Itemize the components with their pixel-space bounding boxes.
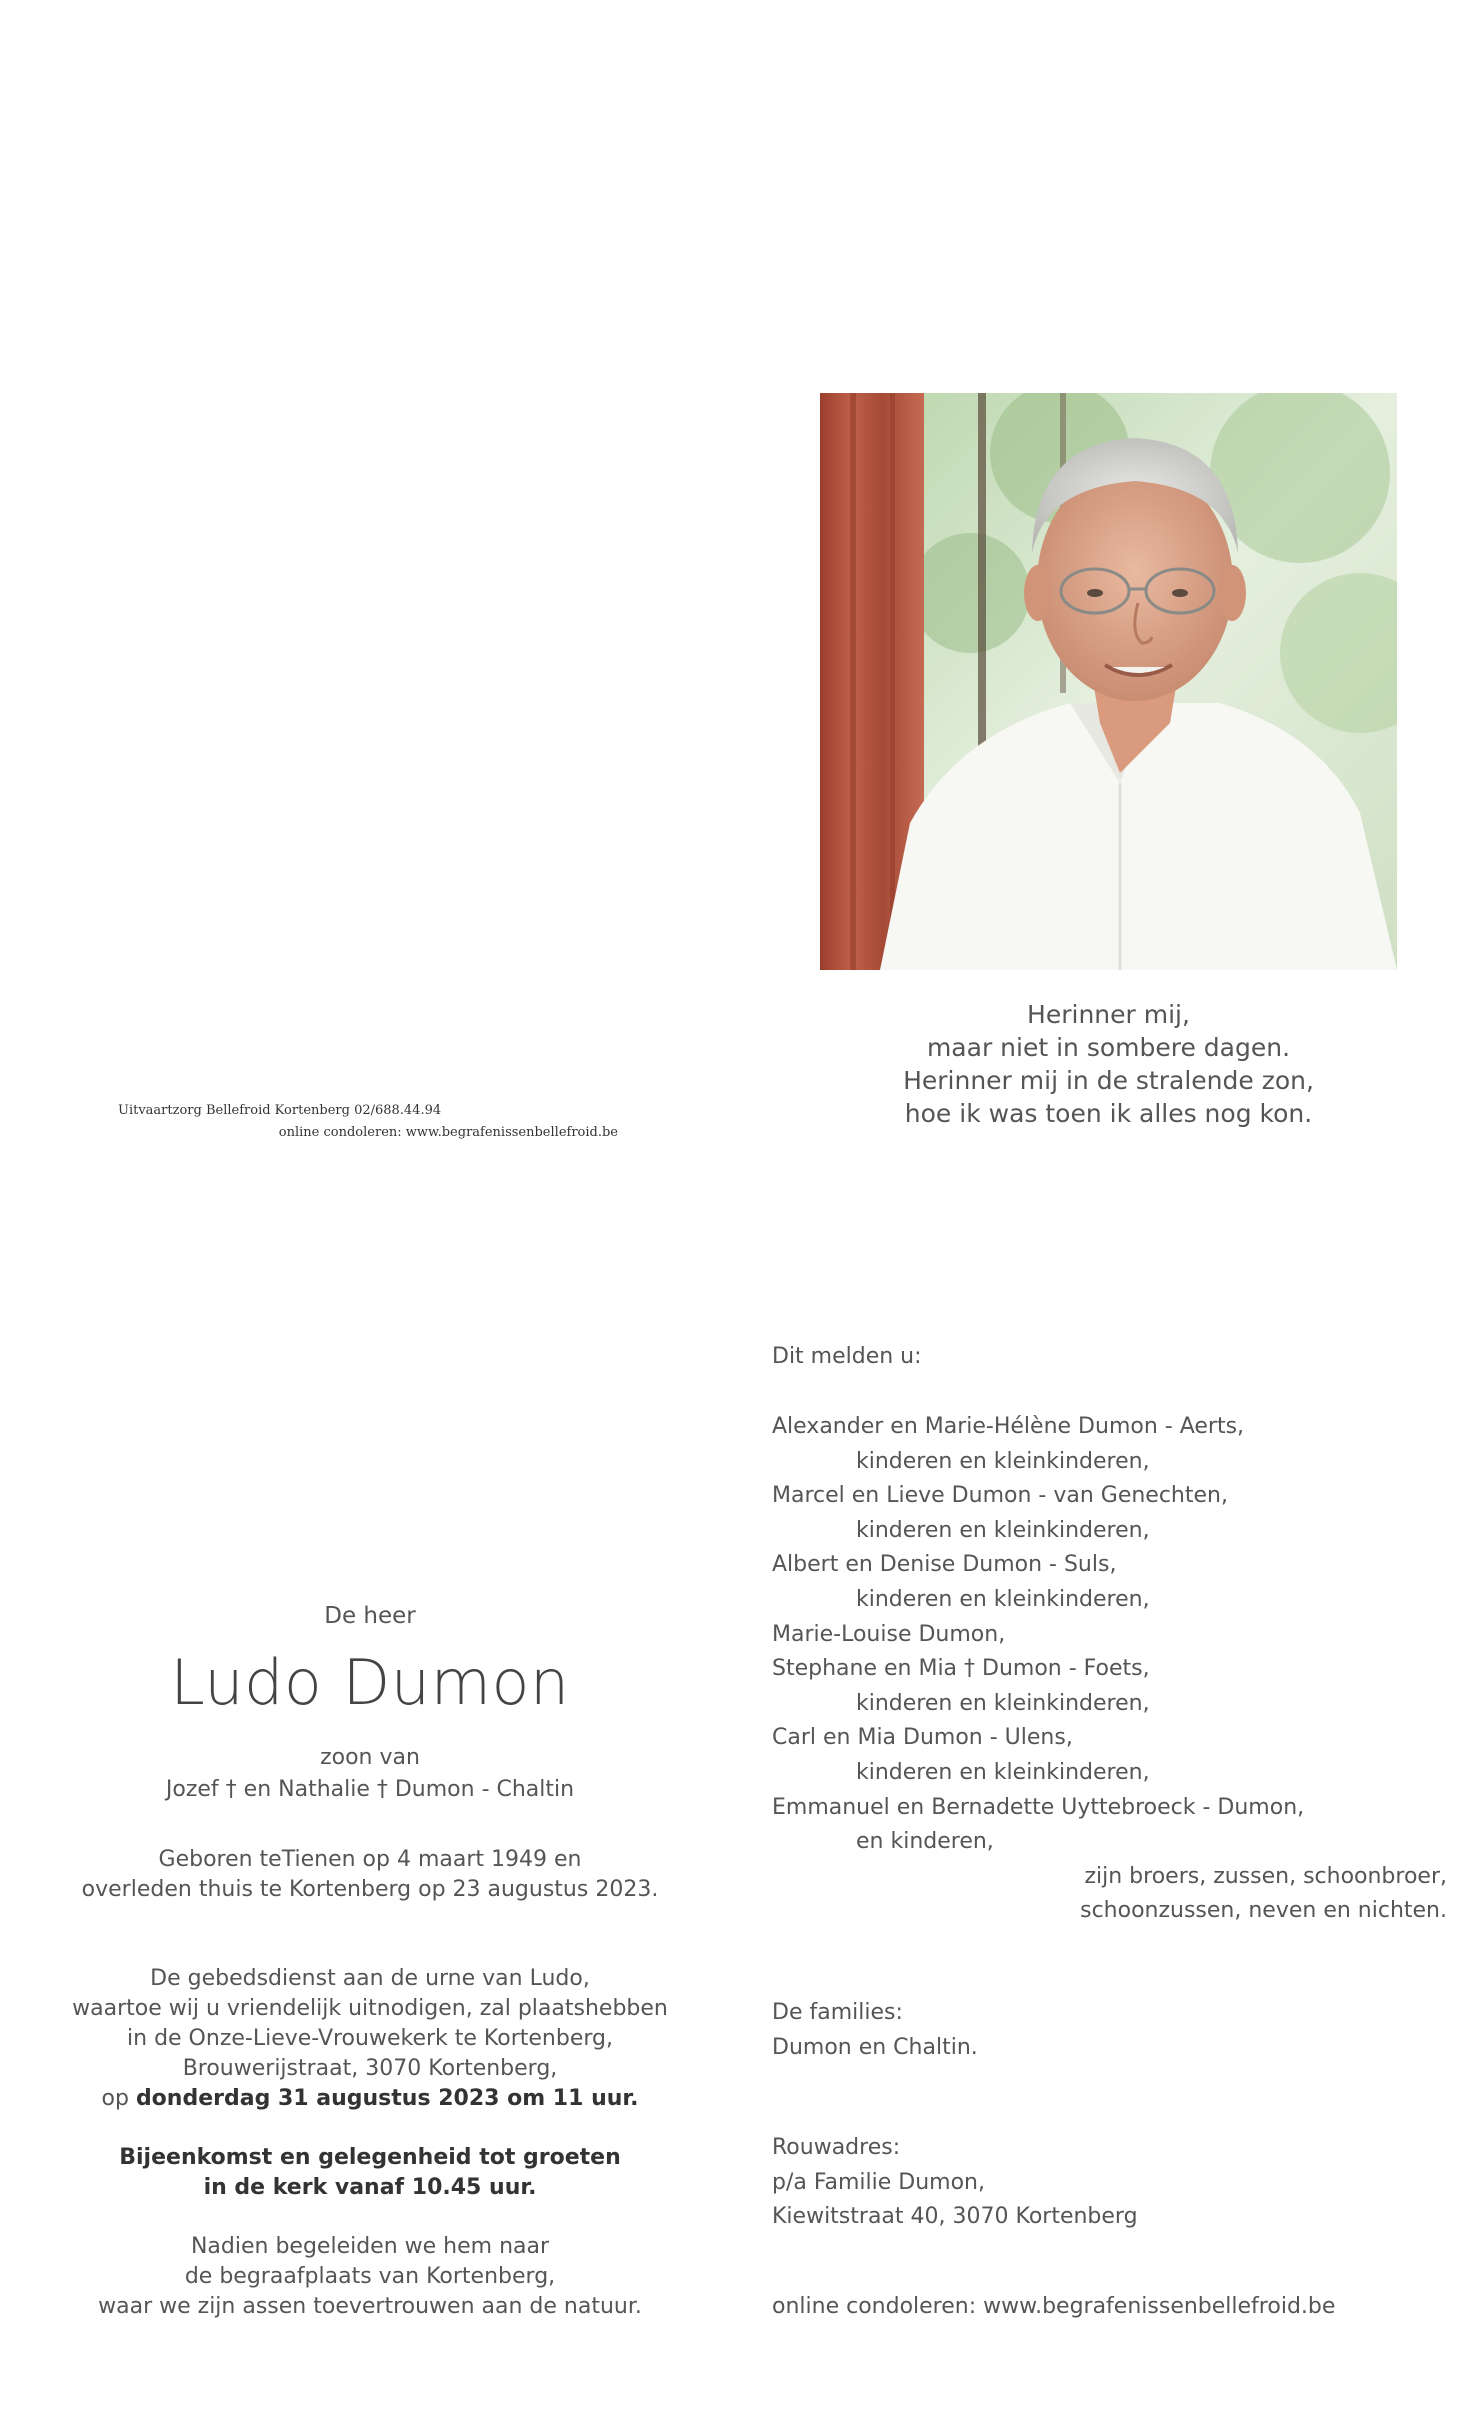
- service-line: waartoe wij u vriendelijk uitnodigen, zal plaatshebben: [72, 1996, 668, 2021]
- family-list-item: Alexander en Marie-Hélène Dumon - Aerts,: [772, 1414, 1245, 1439]
- burial-line: Nadien begeleiden we hem naar: [190, 2234, 550, 2259]
- online-condolence: online condoleren: www.begrafenissenbellefroid.be: [772, 2294, 1336, 2319]
- service-line: in de Onze-Lieve-Vrouwekerk te Kortenberg,: [127, 2026, 613, 2051]
- gathering-line: in de kerk vanaf 10.45 uur.: [203, 2175, 537, 2200]
- honorific: De heer: [324, 1603, 416, 1629]
- service-info: [40, 1964, 700, 2114]
- mourning-address: [772, 2131, 1452, 2235]
- service-date-prefix: op: [101, 2086, 136, 2111]
- birth-death-info: [40, 1845, 700, 1905]
- family-list-item: Emmanuel en Bernadette Uyttebroeck - Dumon,: [772, 1794, 1305, 1820]
- families-block: [772, 1996, 1452, 2065]
- poem-line: Herinner mij in de stralende zon,: [903, 1066, 1314, 1095]
- son-of-label: zoon van: [320, 1745, 420, 1770]
- parents-names: Jozef † en Nathalie † Dumon - Chaltin: [165, 1777, 575, 1802]
- family-list-item: kinderen en kleinkinderen,: [856, 1690, 1150, 1716]
- family-list-item: kinderen en kleinkinderen,: [856, 1448, 1150, 1474]
- family-list-item: en kinderen,: [856, 1829, 994, 1855]
- announcement-intro: Dit melden u:: [772, 1344, 922, 1369]
- service-line: Brouwerijstraat, 3070 Kortenberg,: [182, 2056, 558, 2081]
- death-line: overleden thuis te Kortenberg op 23 augustus 2023.: [81, 1877, 659, 1902]
- funeral-home-website: online condoleren: www.begrafenissenbellefroid.be: [278, 1125, 618, 1140]
- family-list-item: Marcel en Lieve Dumon - van Genechten,: [772, 1483, 1228, 1509]
- portrait-photo: [820, 393, 1397, 970]
- family-list-item: kinderen en kleinkinderen,: [856, 1586, 1150, 1612]
- families-label: De families:: [772, 2000, 903, 2025]
- poem-line: maar niet in sombere dagen.: [926, 1033, 1291, 1062]
- burial-info: [40, 2232, 700, 2322]
- gathering-info: [40, 2143, 700, 2203]
- address-line: p/a Familie Dumon,: [772, 2169, 985, 2195]
- burial-line: de begraafplaats van Kortenberg,: [184, 2264, 556, 2289]
- poem-line: Herinner mij,: [1027, 1000, 1190, 1029]
- funeral-home-contact: Uitvaartzorg Bellefroid Kortenberg 02/688.44.94: [118, 1103, 442, 1118]
- service-line: De gebedsdienst aan de urne van Ludo,: [150, 1966, 590, 1991]
- family-list-item: zijn broers, zussen, schoonbroer,: [1084, 1863, 1447, 1889]
- deceased-name: Ludo Dumon: [170, 1646, 570, 1719]
- family-list-item: schoonzussen, neven en nichten.: [1080, 1898, 1447, 1924]
- address-label: Rouwadres:: [772, 2135, 901, 2160]
- parentage: [40, 1742, 700, 1806]
- family-list-item: Stephane en Mia † Dumon - Foets,: [772, 1656, 1150, 1682]
- families-names: Dumon en Chaltin.: [772, 2034, 978, 2060]
- family-list: [772, 1410, 1452, 1929]
- poem-line: hoe ik was toen ik alles nog kon.: [904, 1099, 1313, 1128]
- service-date-line: [40, 2084, 700, 2114]
- gathering-line: Bijeenkomst en gelegenheid tot groeten: [119, 2145, 621, 2170]
- family-list-item: Carl en Mia Dumon - Ulens,: [772, 1725, 1073, 1751]
- address-line: Kiewitstraat 40, 3070 Kortenberg: [772, 2204, 1138, 2230]
- family-list-item: kinderen en kleinkinderen,: [856, 1517, 1150, 1543]
- family-list-item: kinderen en kleinkinderen,: [856, 1759, 1150, 1785]
- burial-line: waar we zijn assen toevertrouwen aan de natuur.: [98, 2294, 642, 2319]
- service-date: donderdag 31 augustus 2023 om 11 uur.: [135, 2086, 639, 2111]
- memorial-poem: [820, 998, 1397, 1130]
- family-list-item: Albert en Denise Dumon - Suls,: [772, 1552, 1117, 1578]
- family-list-item: Marie-Louise Dumon,: [772, 1621, 1006, 1647]
- birth-line: Geboren teTienen op 4 maart 1949 en: [158, 1847, 582, 1872]
